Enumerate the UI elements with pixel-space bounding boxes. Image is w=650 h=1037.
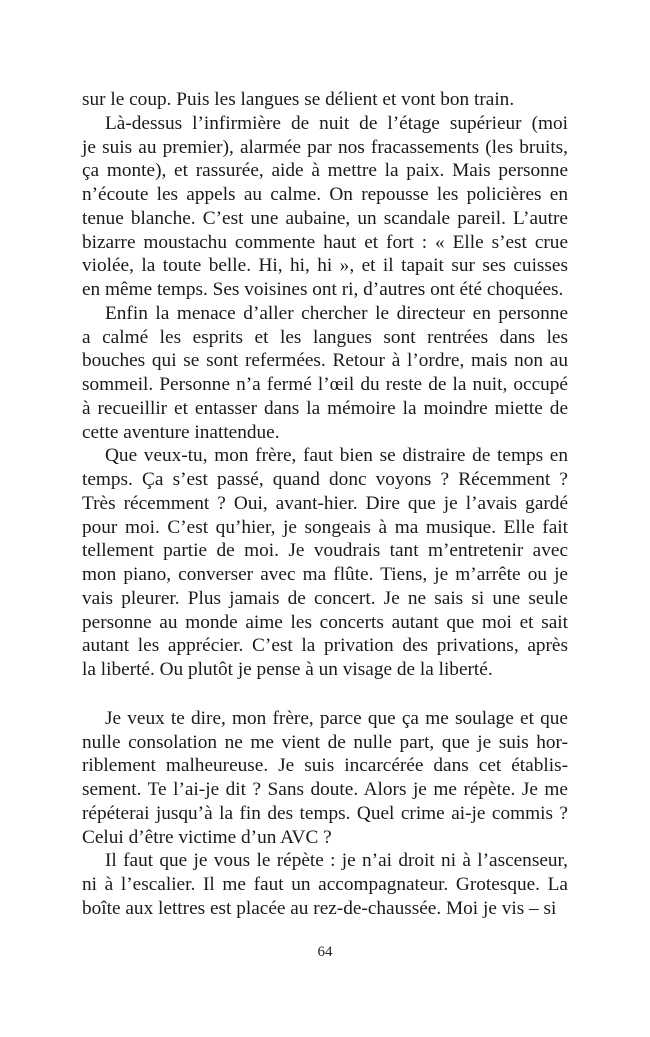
text-line: tenue blanche. C’est une aubaine, un scandale pareil. L’autre — [82, 207, 568, 229]
paragraph — [82, 112, 568, 302]
text-line: je suis au premier), alarmée par nos fracassements (les bruits, — [82, 136, 568, 158]
text-line: riblement malheureuse. Je suis incarcérée dans cet établis- — [82, 755, 568, 777]
page-number: 64 — [317, 944, 333, 960]
text-line: autant les apprécier. C’est la privation des privations, après — [82, 635, 568, 657]
text-line: ça monte), et rassurée, aide à mettre la paix. Mais personne — [82, 160, 568, 182]
text-line: n’écoute les appels au calme. On repousse les policières en — [82, 184, 568, 205]
text-line: bizarre moustachu commente haut et fort : « Elle s’est crue — [82, 231, 568, 253]
text-line: Il faut que je vous le répète : je n’ai droit ni à l’ascenseur, — [105, 850, 568, 872]
text-line: tellement partie de moi. Je voudrais tant m’entretenir avec — [82, 540, 568, 562]
text-line: cette aventure inattendue. — [82, 421, 280, 443]
text-line: en même temps. Ses voisines ont ri, d’autres ont été choquées. — [82, 279, 564, 300]
text-line: pour moi. C’est qu’hier, je songeais à ma musique. Elle fait — [82, 516, 568, 538]
paragraph — [82, 707, 568, 850]
text-line: vais pleurer. Plus jamais de concert. Je ne sais si une seule — [82, 587, 568, 609]
text-line: sommeil. Personne n’a fermé l’œil du reste de la nuit, occupé — [82, 374, 568, 395]
text-line: Enfin la menace d’aller chercher le directeur en personne — [105, 302, 568, 324]
text-line: boîte aux lettres est placée au rez-de-chaussée. Moi je vis – si — [82, 897, 557, 919]
paragraph — [82, 444, 568, 682]
text-line: Très récemment ? Oui, avant-hier. Dire que je l’avais gardé — [82, 492, 568, 514]
paragraph — [82, 88, 568, 112]
text-line: répéterai jusqu’à la fin des temps. Quel crime ai-je commis ? — [82, 802, 568, 824]
text-line: bouches qui se sont refermées. Retour à l’ordre, mais non au — [82, 350, 568, 372]
text-line: mon piano, converser avec ma flûte. Tiens, je m’arrête ou je — [82, 564, 568, 585]
text-line: Que veux-tu, mon frère, faut bien se distraire de temps en — [105, 445, 568, 467]
text-line: Celui d’être victime d’un AVC ? — [82, 826, 332, 848]
text-line: la liberté. Ou plutôt je pense à un visage de la liberté. — [82, 659, 493, 680]
text-line: violée, la toute belle. Hi, hi, hi », et il tapait sur ses cuisses — [82, 255, 568, 277]
section-break — [82, 682, 568, 707]
text-line: sement. Te l’ai-je dit ? Sans doute. Alors je me répète. Je me — [82, 779, 568, 800]
paragraph — [82, 849, 568, 920]
text-line: a calmé les esprits et les langues sont rentrées dans les — [82, 326, 568, 348]
text-line: à recueillir et entasser dans la mémoire la moindre miette de — [82, 397, 568, 419]
text-line: sur le coup. Puis les langues se délient et vont bon train. — [82, 89, 515, 110]
text-line: Là-dessus l’infirmière de nuit de l’étage supérieur (moi — [105, 112, 568, 134]
text-line: nulle consolation ne me vient de nulle part, que je suis hor- — [82, 731, 568, 753]
text-line: ni à l’escalier. Il me faut un accompagnateur. Grotesque. La — [82, 874, 568, 895]
text-line: temps. Ça s’est passé, quand donc voyons ? Récemment ? — [82, 469, 568, 490]
text-line: personne au monde aime les concerts autant que moi et sait — [82, 611, 568, 633]
text-line: Je veux te dire, mon frère, parce que ça me soulage et que — [105, 707, 568, 729]
paragraph — [82, 302, 568, 445]
page-body — [82, 88, 568, 921]
